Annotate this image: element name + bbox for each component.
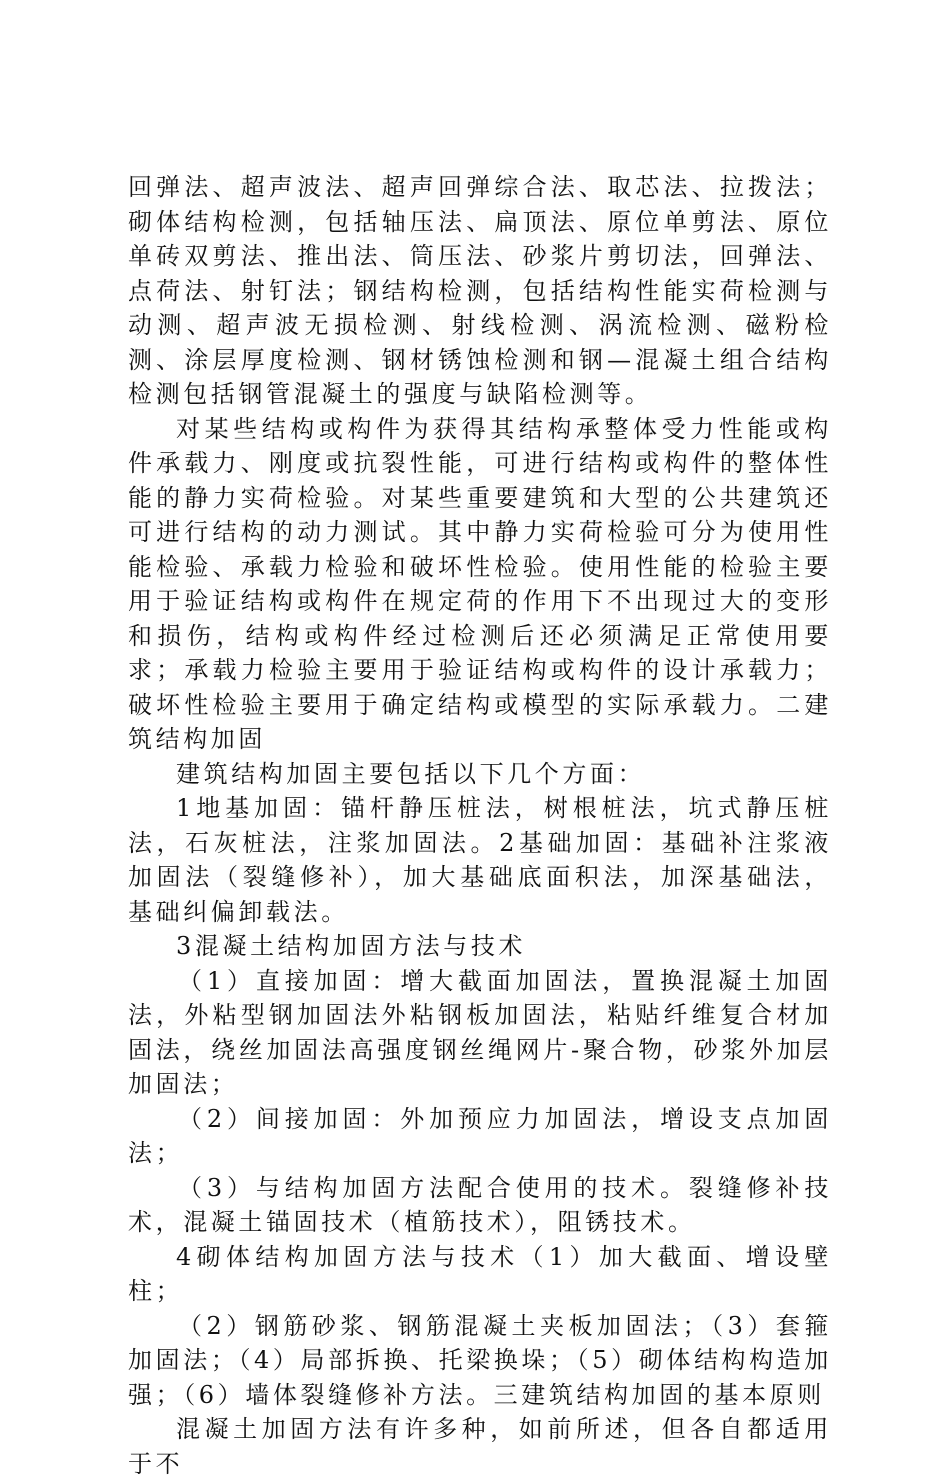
paragraph-supporting-techniques: （3）与结构加固方法配合使用的技术。裂缝修补技术，混凝土锚固技术（植筋技术），阻锈技术。 [128, 1173, 832, 1236]
paragraph-indirect-reinforcement: （2）间接加固：外加预应力加固法，增设支点加固法； [128, 1104, 832, 1167]
paragraph-detection-methods: 回弹法、超声波法、超声回弹综合法、取芯法、拉拨法；砌体结构检测，包括轴压法、扁顶法、原位单剪法、原位单砖双剪法、推出法、筒压法、砂浆片剪切法，回弹法、点荷法、射钉法；钢结构检测，包括结构性能实荷检测与动测、超声波无损检测、射线检测、涡流检测、磁粉检测、涂层厚度检测、钢材锈蚀检测和钢—混凝土组合结构检测包括钢管混凝土的强度与缺陷检测等。 [128, 173, 832, 408]
paragraph-masonry-methods: （2）钢筋砂浆、钢筋混凝土夹板加固法；（3）套箍加固法；（4）局部拆换、托梁换垛；（5）砌体结构构造加强；（6）墙体裂缝修补方法。三建筑结构加固的基本原则 [128, 1311, 832, 1409]
document-body [128, 170, 832, 1481]
paragraph-concrete-methods-note: 混凝土加固方法有许多种，如前所述，但各自都适用于不 [128, 1415, 832, 1478]
paragraph-reinforcement-intro: 建筑结构加固主要包括以下几个方面： [176, 759, 646, 788]
paragraph-load-testing: 对某些结构或构件为获得其结构承整体受力性能或构件承载力、刚度或抗裂性能，可进行结构或构件的整体性能的静力实荷检验。对某些重要建筑和大型的公共建筑还可进行结构的动力测试。其中静力实荷检验可分为使用性能检验、承载力检验和破坏性检验。使用性能的检验主要用于验证结构或构件在规定荷的作用下不出现过大的变形和损伤，结构或构件经过检测后还必须满足正常使用要求；承载力检验主要用于验证结构或构件的设计承载力；破坏性检验主要用于确定结构或模型的实际承载力。二建筑结构加固 [128, 414, 832, 753]
paragraph-concrete-heading: 3混凝土结构加固方法与技术 [176, 932, 527, 960]
paragraph-foundation-reinforcement: 1地基加固：锚杆静压桩法，树根桩法，坑式静压桩法，石灰桩法，注浆加固法。2基础加固：基础补注浆液加固法（裂缝修补），加大基础底面积法，加深基础法，基础纠偏卸载法。 [128, 794, 832, 926]
paragraph-masonry-heading: 4砌体结构加固方法与技术（1）加大截面、增设壁柱； [128, 1242, 832, 1305]
paragraph-direct-reinforcement: （1）直接加固：增大截面加固法，置换混凝土加固法，外粘型钢加固法外粘钢板加固法，粘贴纤维复合材加固法，绕丝加固法高强度钢丝绳网片-聚合物，砂浆外加层加固法； [128, 966, 832, 1098]
